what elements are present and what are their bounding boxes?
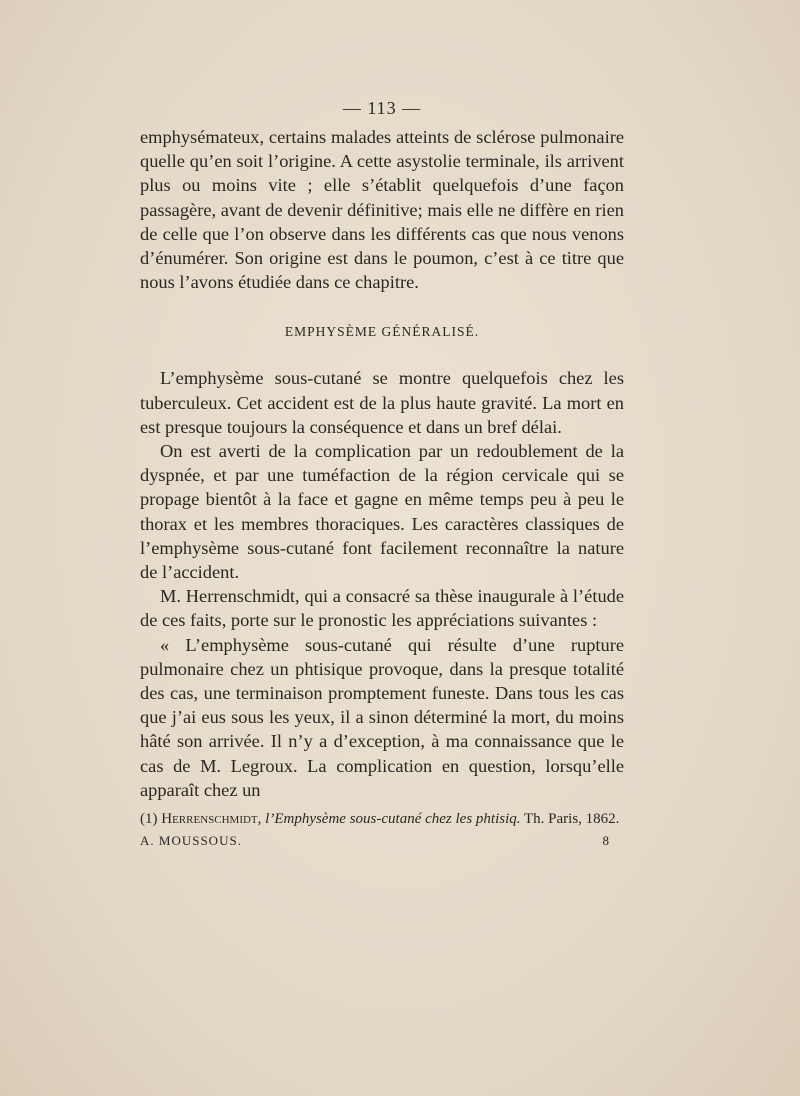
paragraph: L’emphysème sous-cutané se montre quelquefois chez les tuberculeux. Cet accident est de la plus haute gravité. La mort en est presque toujours la conséquence et dans un bref délai. bbox=[140, 368, 624, 437]
printer-signature: A. MOUSSOUS. bbox=[140, 833, 242, 849]
footnote-marker: (1) bbox=[140, 811, 158, 828]
quoted-paragraph: « L’emphysème sous-cutané qui résulte d’une rupture pulmonaire chez un phtisique provoque, dans la presque totalité des cas, une terminaison promptement funeste. Dans tous les cas que j’ai eus sous les yeux, il a sinon déterminé la mort, du moins hâté son arrivée. Il n’y a d’exception, à ma connaissance que le cas de M. Legroux. La complication en question, lorsqu’elle apparaît chez un bbox=[140, 634, 624, 800]
footnote-title: l’Emphysème sous-cutané chez les phtisiq. bbox=[265, 811, 521, 828]
paragraph: M. Herrenschmidt, qui a consacré sa thèse inaugurale à l’étude de ces faits, porte sur le pronostic les appréciations suivantes : bbox=[140, 586, 624, 631]
paragraph: On est averti de la complication par un redoublement de la dyspnée, et par une tuméfaction de la région cervicale qui se propage bientôt à la face et gagne en même temps peu à peu le thorax et les membres thoraciques. Les caractères classiques de l’emphysème sous-cutané font facilement reconnaître la nature de l’accident. bbox=[140, 441, 624, 583]
paragraph-continuation: emphysémateux, certains malades atteints de sclérose pulmonaire quelle qu’en soit l’origine. A cette asystolie terminale, ils arrivent plus ou moins vite ; elle s’établit quelquefois d’une façon passagère, avant de devenir définitive; mais elle ne diffère en rien de celle que l’on observe dans les différents cas que nous venons d’énumérer. Son origine est dans le poumon, c’est à ce titre que nous l’avons étudiée dans ce chapitre. bbox=[140, 127, 624, 293]
page-number: — 113 — bbox=[342, 98, 422, 118]
footnote bbox=[140, 810, 624, 829]
signature-number: 8 bbox=[602, 833, 610, 849]
footnote-author: Herrenschmidt, bbox=[161, 811, 262, 828]
signature-line bbox=[140, 833, 624, 849]
footnote-reference: Th. Paris, 1862. bbox=[524, 811, 620, 828]
section-heading: EMPHYSÈME GÉNÉRALISÉ. bbox=[284, 324, 480, 340]
book-page bbox=[140, 98, 624, 849]
body-text bbox=[140, 125, 624, 802]
